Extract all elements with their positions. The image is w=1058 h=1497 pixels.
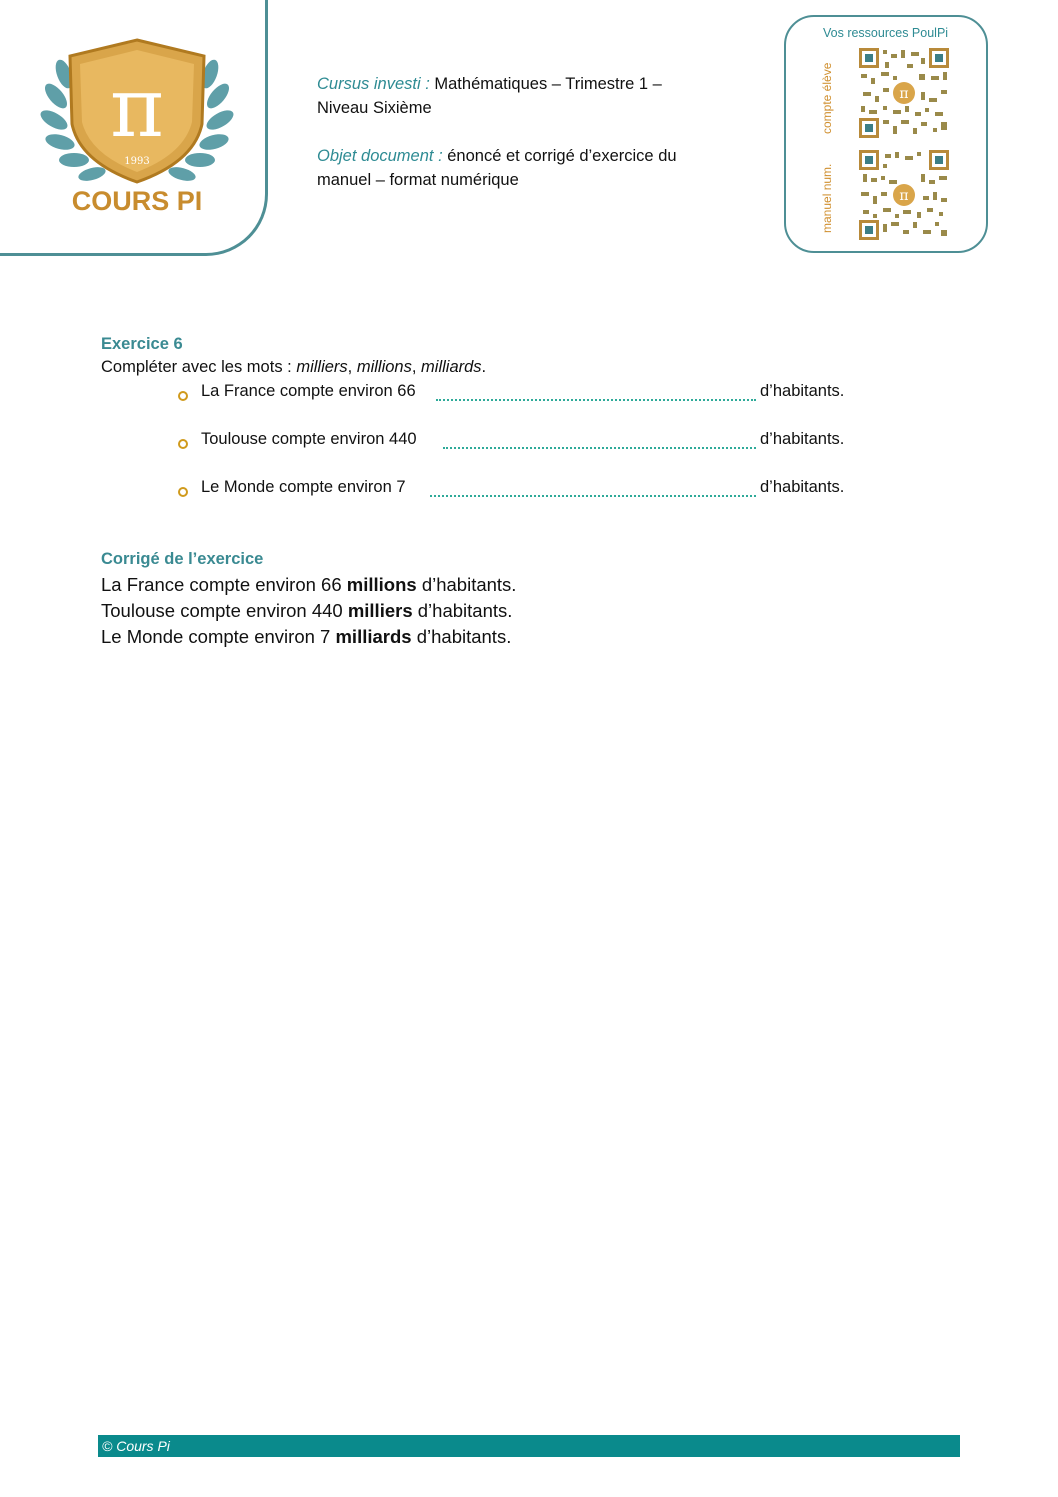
footer-bar <box>98 1435 960 1457</box>
correction-text: d’habitants. <box>416 574 517 595</box>
cursus-label: Cursus investi : <box>317 75 430 93</box>
objet-label: Objet document : <box>317 147 443 165</box>
qr-code-manuel-num-icon[interactable] <box>859 150 949 240</box>
correction-title: Corrigé de l’exercice <box>101 550 264 568</box>
correction-text: Toulouse compte environ 440 <box>101 600 348 621</box>
answer-blank-field[interactable] <box>430 495 756 497</box>
exercise-title: Exercice 6 <box>101 335 183 353</box>
objet-block <box>317 144 677 192</box>
logo-pi-symbol: π <box>110 61 164 156</box>
bullet-circle-icon <box>178 439 188 449</box>
footer-copyright: © Cours Pi <box>102 1438 170 1454</box>
exercise-item-tail: d’habitants. <box>760 382 845 400</box>
instruction-prefix: Compléter avec les mots : <box>101 358 297 376</box>
objet-line2: manuel – format numérique <box>317 171 519 189</box>
answer-blank-field[interactable] <box>436 399 756 401</box>
cursus-line2: Niveau Sixième <box>317 99 432 117</box>
cours-pi-logo <box>34 34 240 224</box>
objet-line1: énoncé et corrigé d’exercice du <box>447 147 677 165</box>
exercise-item-tail: d’habitants. <box>760 478 845 496</box>
exercise-item-text: Le Monde compte environ 7 <box>201 478 406 496</box>
resources-title: Vos ressources PoulPi <box>823 26 949 40</box>
logo-brand: COURS PI <box>71 186 203 216</box>
bullet-circle-icon <box>178 487 188 497</box>
correction-line <box>101 600 512 622</box>
word-millions: millions <box>356 358 412 376</box>
qr-code-compte-eleve-icon[interactable] <box>859 48 949 138</box>
cursus-line1: Mathématiques – Trimestre 1 – <box>434 75 662 93</box>
answer-blank-field[interactable] <box>443 447 756 449</box>
compte-eleve-label: compte élève <box>820 62 834 134</box>
correction-text: La France compte environ 66 <box>101 574 347 595</box>
correction-answer: milliers <box>347 600 413 621</box>
correction-answer: millions <box>346 574 417 595</box>
bullet-circle-icon <box>178 391 188 401</box>
manuel-num-label: manuel num. <box>820 163 834 233</box>
exercise-item-tail: d’habitants. <box>760 430 845 448</box>
svg-text:π: π <box>899 86 909 102</box>
exercise-instruction: Compléter avec les mots : milliers, millions, milliards. <box>101 358 487 376</box>
exercise-item-text: Toulouse compte environ 440 <box>201 430 417 448</box>
cursus-block <box>317 72 662 120</box>
correction-line <box>101 574 516 596</box>
word-milliers: milliers <box>296 358 348 376</box>
instruction-suffix: . <box>481 358 487 376</box>
correction-answer: milliards <box>335 626 412 647</box>
correction-text: d’habitants. <box>411 626 512 647</box>
correction-text: d’habitants. <box>412 600 513 621</box>
correction-line <box>101 626 511 648</box>
exercise-item <box>176 478 876 502</box>
word-milliards: milliards <box>421 358 482 376</box>
correction-text: Le Monde compte environ 7 <box>101 626 336 647</box>
logo-year: 1993 <box>124 156 150 167</box>
exercise-item <box>176 382 876 406</box>
svg-text:π: π <box>899 188 909 204</box>
exercise-item <box>176 430 876 454</box>
exercise-item-text: La France compte environ 66 <box>201 382 416 400</box>
